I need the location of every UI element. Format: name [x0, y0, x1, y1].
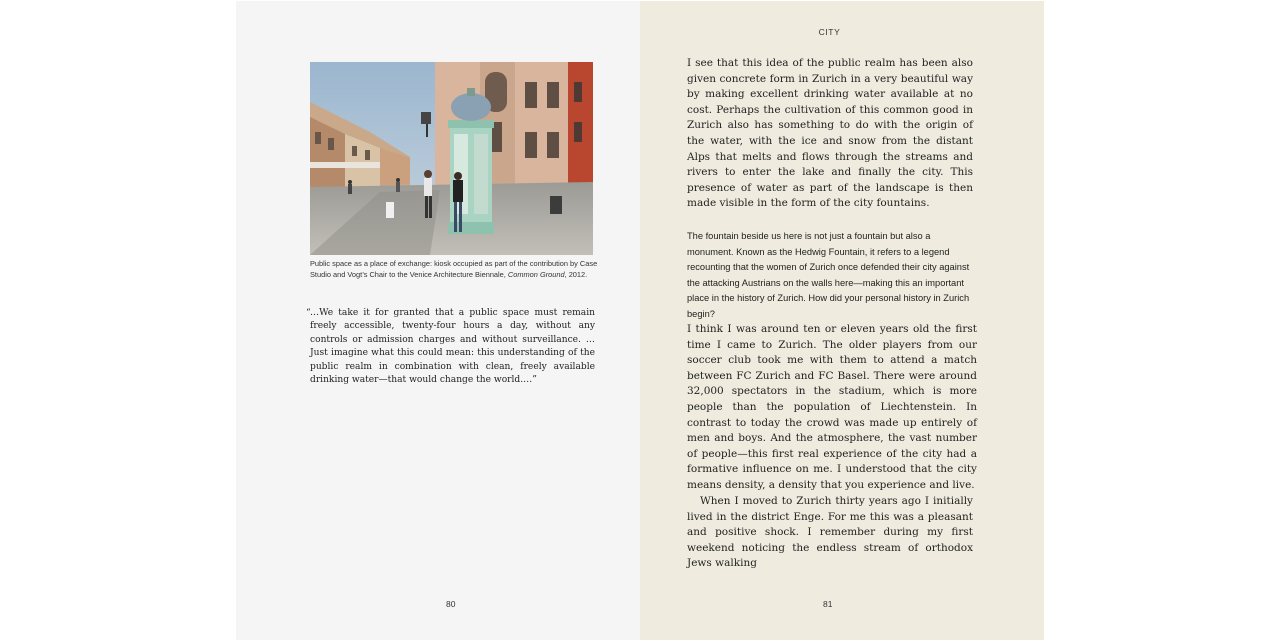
interview-question: The fountain beside us here is not just a fountain but also a monument. Known as the Hedwig Fountain, it refers to a legend recounting that the women of Zurich once defended their city against the attacking Austrians on the walls here—making this an important place in the history of Zurich. How did your personal history in Zurich begin? — [687, 231, 970, 319]
caption-year: , 2012. — [564, 269, 588, 279]
running-head: CITY — [818, 27, 841, 37]
quote-text: …We take it for granted that a public space must remain freely accessible, twenty-four hours a day, without any controls or admission charges and without surveillance. … Just imagine what this could mean: this understanding of the public realm in combination with clean, freely available drinking water—that would change the world.…” — [310, 308, 595, 386]
kiosk-photo — [310, 62, 593, 255]
pull-quote — [306, 307, 595, 387]
quote-open-mark: “ — [306, 308, 311, 318]
body-paragraph-1: I see that this idea of the public realm has been also given concrete form in Zurich in a very beautiful way by making excellent drinking water available at no cost. Perhaps the cultivation of this common good in Zurich also has something to do with the origin of the water, with the ice and snow from the distant Alps that melts and flows through the streams and rivers to enter the lake and finally the city. This presence of water as part of the landscape is then made visible in the form of the city fountains. — [687, 57, 973, 210]
caption-italic-title: Common Ground — [507, 269, 565, 279]
page-number-right: 81 — [823, 599, 833, 609]
body-paragraph-2: I think I was around ten or eleven years old the first time I came to Zurich. The older players from our soccer club took me with them to attend a match between FC Zurich and FC Basel. There were around 32,000 spectators in the stadium, which is more people than the population of Liechtenstein. In contrast to today the crowd was made up entirely of men and boys. And the atmosphere, the vast number of people—this first real experience of the city had a formative influence on me. I understood that the city means density, a density that you experience and live. — [687, 323, 977, 491]
photo-caption — [310, 259, 600, 280]
body-paragraph-3: When I moved to Zurich thirty years ago I initially lived in the district Enge. For me this was a pleasant and positive shock. I remember during my first weekend noticing the endless stream of orthodox Jews walking — [687, 495, 973, 570]
book-spread — [236, 1, 1044, 640]
caption-text: Public space as a place of exchange: kiosk occupied as part of the contribution by Case Studio and Vogt’s Chair to the Venice Architecture Biennale, — [310, 259, 598, 279]
kiosk-photo-illustration — [310, 62, 593, 255]
page-number-left: 80 — [446, 599, 456, 609]
right-page — [640, 1, 1044, 640]
left-page — [236, 1, 640, 640]
